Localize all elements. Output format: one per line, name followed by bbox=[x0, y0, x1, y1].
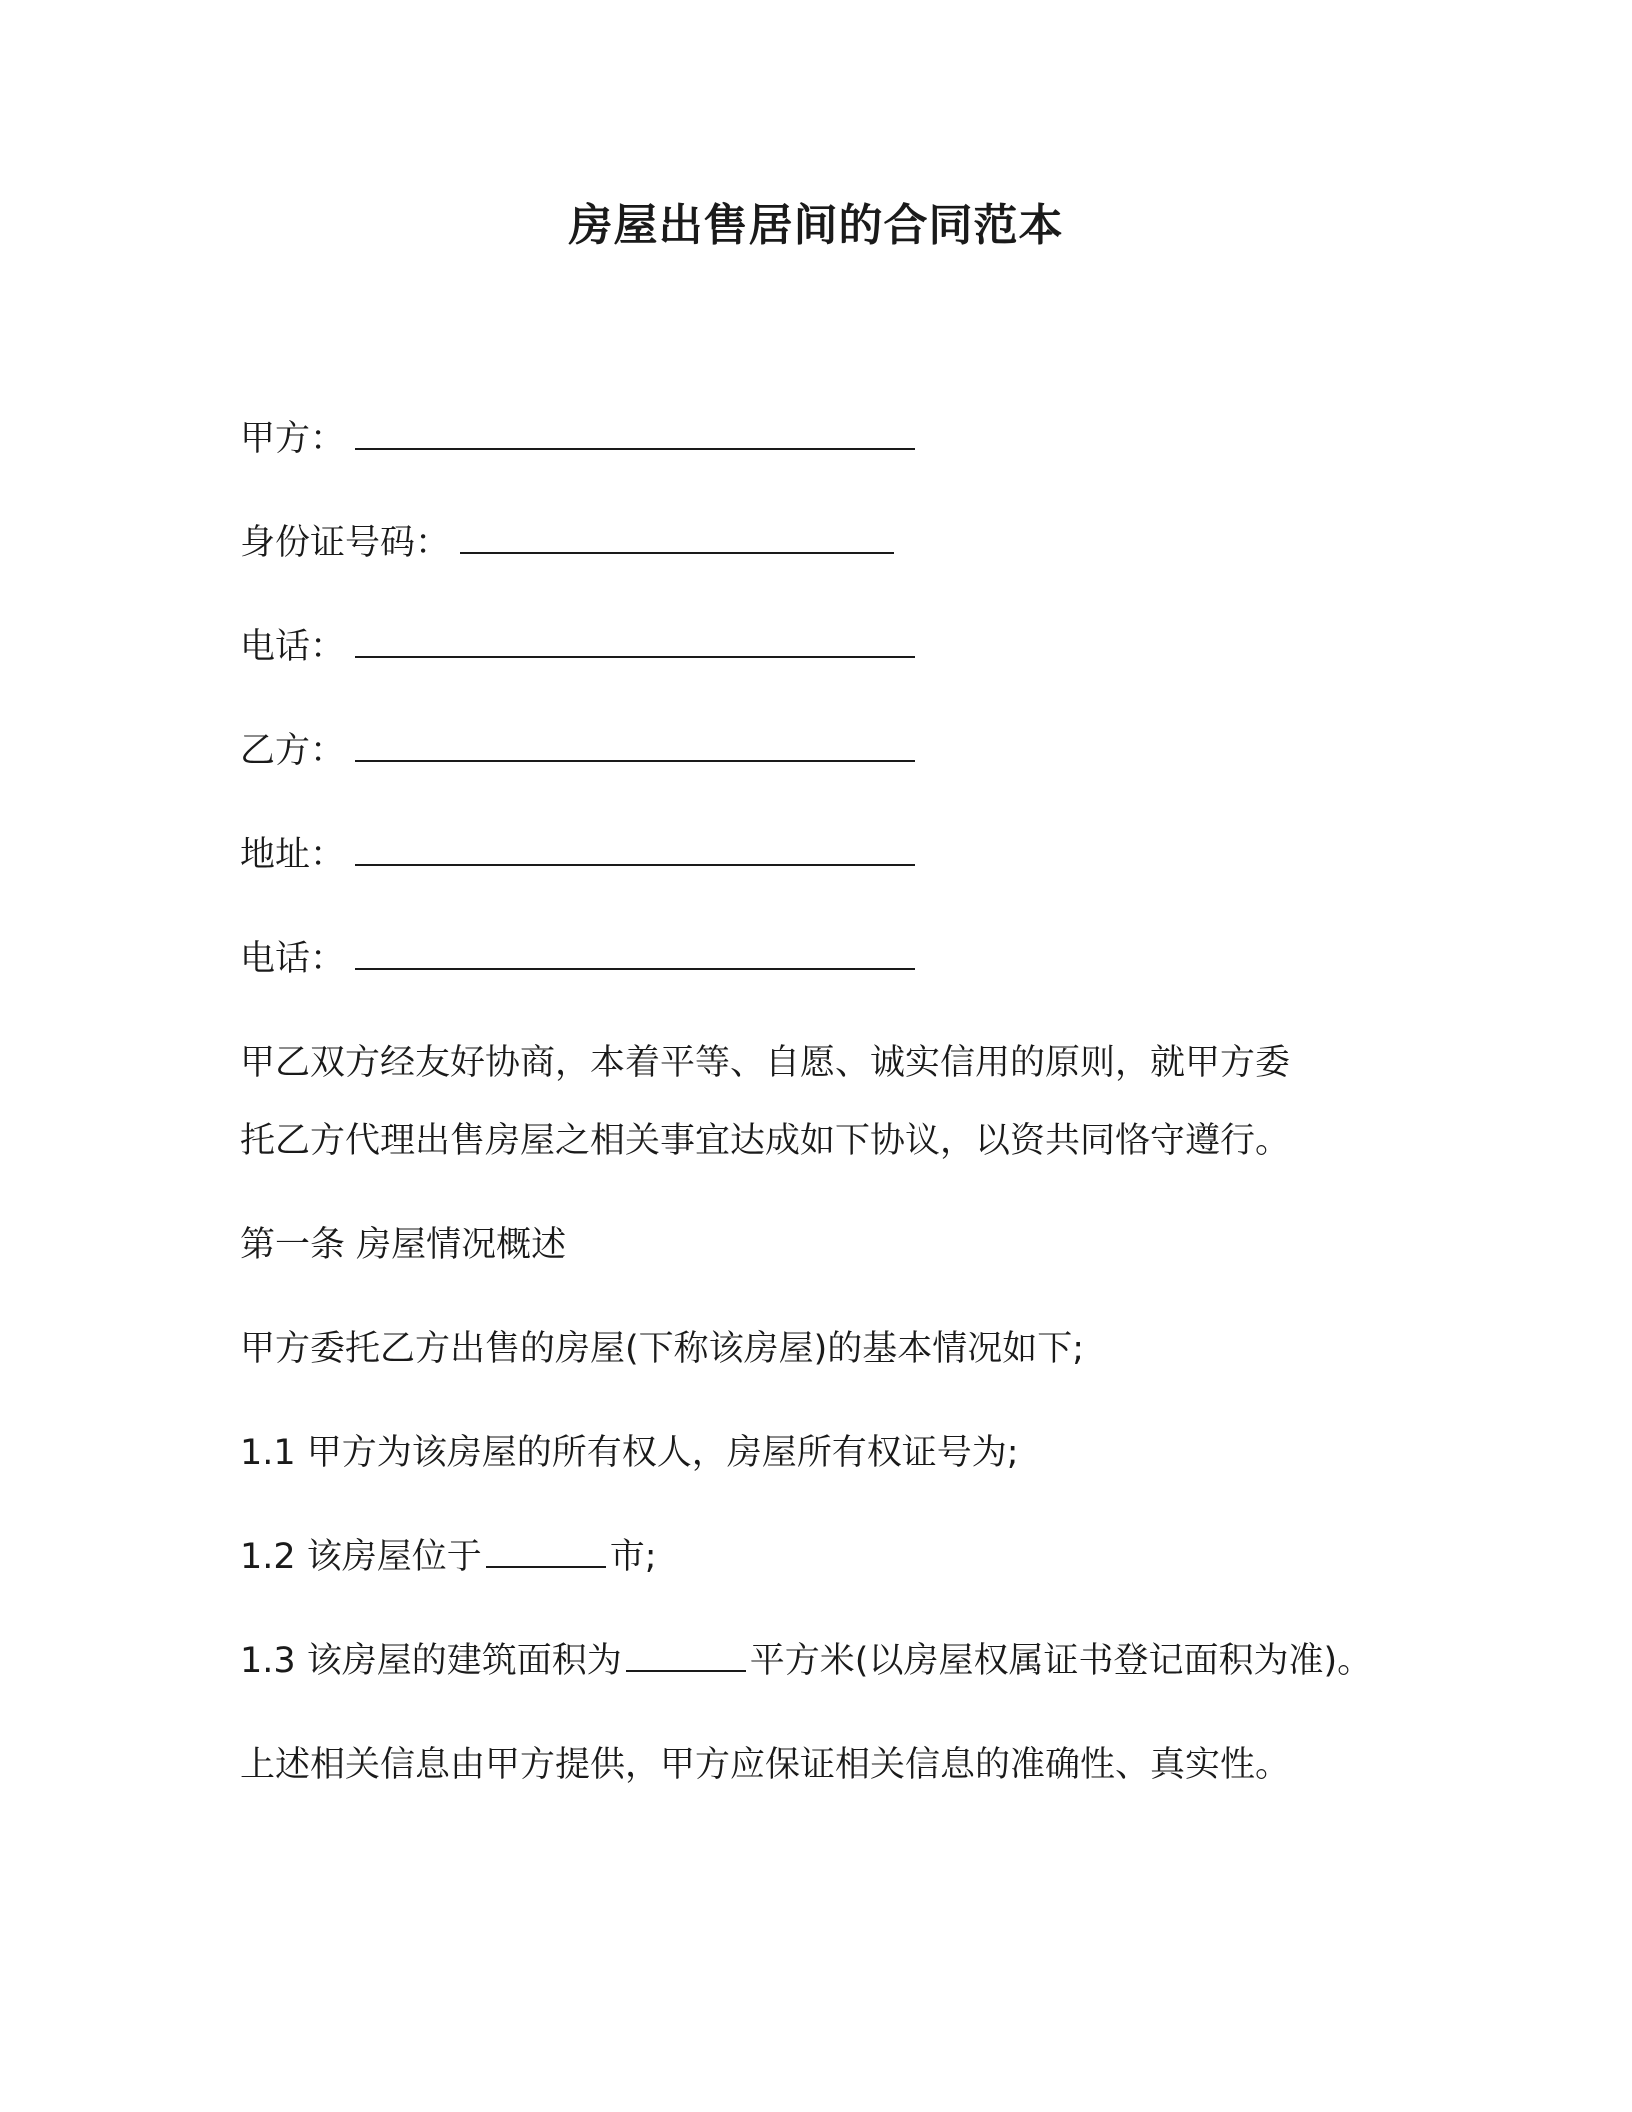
phone-b-blank[interactable] bbox=[355, 934, 915, 970]
item-1-3-area-blank[interactable] bbox=[626, 1640, 746, 1672]
address-blank[interactable] bbox=[355, 830, 915, 866]
item-1-3-text-before: 1.3 该房屋的建筑面积为 bbox=[240, 1641, 622, 1681]
field-label-id-number: 身份证号码： bbox=[240, 523, 451, 563]
phone-a-blank[interactable] bbox=[355, 622, 915, 658]
item-1-2-text-before: 1.2 该房屋位于 bbox=[240, 1537, 482, 1577]
item-1-2-text-after: 市; bbox=[609, 1537, 657, 1577]
document-title: 房屋出售居间的合同范本 bbox=[568, 200, 1064, 251]
field-party-b bbox=[240, 726, 915, 776]
item-1-1: 1.1 甲方为该房屋的所有权人，房屋所有权证号为; bbox=[240, 1433, 1019, 1473]
field-label-phone-a: 电话： bbox=[240, 627, 346, 667]
item-1-2 bbox=[240, 1532, 657, 1582]
item-1-2-city-blank[interactable] bbox=[486, 1536, 606, 1568]
field-label-party-a: 甲方： bbox=[240, 419, 346, 459]
field-label-party-b: 乙方： bbox=[240, 731, 346, 771]
field-phone-a bbox=[240, 622, 915, 672]
intro-line-1: 甲乙双方经友好协商，本着平等、自愿、诚实信用的原则，就甲方委 bbox=[240, 1043, 1291, 1083]
closing-note: 上述相关信息由甲方提供，甲方应保证相关信息的准确性、真实性。 bbox=[240, 1745, 1291, 1785]
article-1-heading: 第一条 房屋情况概述 bbox=[240, 1225, 567, 1265]
field-phone-b bbox=[240, 934, 915, 984]
id-number-blank[interactable] bbox=[460, 518, 894, 554]
field-address bbox=[240, 830, 915, 880]
party-b-blank[interactable] bbox=[355, 726, 915, 762]
item-1-3 bbox=[240, 1636, 1372, 1686]
field-label-phone-b: 电话： bbox=[240, 939, 346, 979]
intro-line-2: 托乙方代理出售房屋之相关事宜达成如下协议，以资共同恪守遵行。 bbox=[240, 1121, 1291, 1161]
party-a-blank[interactable] bbox=[355, 414, 915, 450]
field-id-number bbox=[240, 518, 894, 568]
article-1-description: 甲方委托乙方出售的房屋(下称该房屋)的基本情况如下; bbox=[240, 1329, 1085, 1369]
field-label-address: 地址： bbox=[240, 835, 346, 875]
item-1-3-text-after: 平方米(以房屋权属证书登记面积为准)。 bbox=[749, 1641, 1373, 1681]
field-party-a bbox=[240, 414, 915, 464]
